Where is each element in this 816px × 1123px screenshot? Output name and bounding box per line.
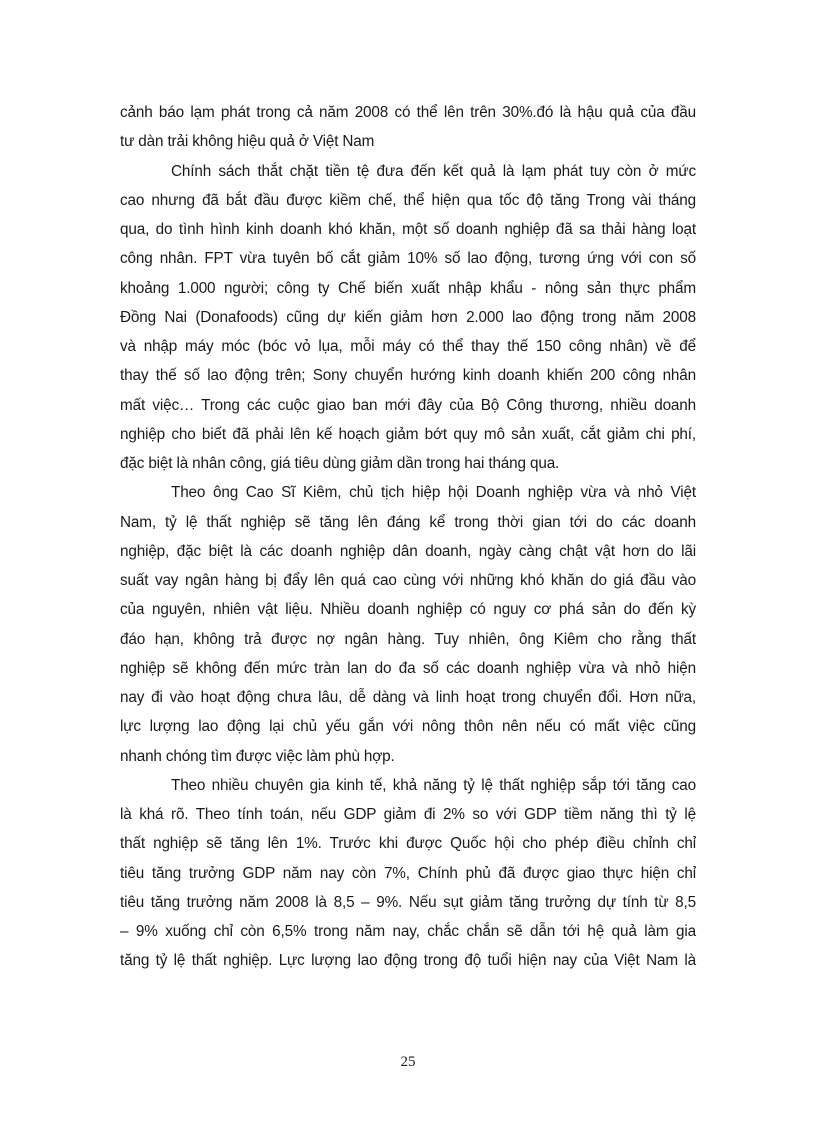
- text-line: là khá rõ. Theo tính toán, nếu GDP giảm đi 2% so với GDP tiềm năng thì tỷ lệ: [120, 806, 696, 823]
- text-line: nay đi vào hoạt động chưa lâu, dễ dàng và linh hoạt trong chuyển đổi. Hơn nữa,: [120, 689, 696, 706]
- text-line: cao nhưng đã bắt đầu được kiềm chế, thể hiện qua tốc độ tăng Trong vài tháng: [120, 191, 696, 209]
- text-line: Đồng Nai (Donafoods) cũng dự kiến giảm hơn 2.000 lao động trong năm 2008: [120, 308, 696, 326]
- text-line: đặc biệt là nhân công, giá tiêu dùng giảm dần trong hai tháng qua.: [120, 455, 560, 472]
- text-line: tư dàn trải không hiệu quả ở Việt Nam: [120, 133, 375, 151]
- body-text: [120, 98, 696, 976]
- text-line: đáo hạn, không trả được nợ ngân hàng. Tuy nhiên, ông Kiêm cho rằng thất: [120, 630, 696, 648]
- text-line: thay thế số lao động trên; Sony chuyển hướng kinh doanh khiến 200 công nhân: [120, 367, 696, 385]
- text-line: nghiệp, đặc biệt là các doanh nghiệp dân doanh, ngày càng chật vật hơn do lãi: [120, 542, 696, 560]
- text-line: khoảng 1.000 người; công ty Chế biến xuất nhập khẩu - nông sản thực phẩm: [120, 279, 696, 297]
- text-line: nhanh chóng tìm được việc làm phù hợp.: [120, 747, 395, 765]
- text-line: cảnh báo lạm phát trong cả năm 2008 có thể lên trên 30%.đó là hậu quả của đầu: [120, 104, 696, 121]
- paragraph-first-line: Chính sách thắt chặt tiền tệ đưa đến kết quả là lạm phát tuy còn ở mức: [171, 162, 696, 180]
- text-line: – 9% xuống chỉ còn 6,5% trong năm nay, chắc chắn sẽ dẫn tới hệ quả làm gia: [120, 923, 696, 940]
- text-line: Nam, tỷ lệ thất nghiệp sẽ tăng lên đáng kể trong thời gian tới do các doanh: [120, 513, 696, 531]
- text-line: nghiệp sẽ không đến mức tràn lan do đa số các doanh nghiệp vừa và nhỏ hiện: [120, 659, 696, 677]
- text-line: của nguyên, nhiên vật liệu. Nhiều doanh nghiệp có nguy cơ phá sản do đến kỳ: [120, 601, 696, 619]
- text-line: công nhân. FPT vừa tuyên bố cắt giảm 10% số lao động, tương ứng với con số: [120, 250, 696, 268]
- page-number: 25: [400, 1054, 416, 1070]
- text-line: tăng tỷ lệ thất nghiệp. Lực lượng lao động trong độ tuổi hiện nay của Việt Nam là: [120, 952, 696, 970]
- text-line: và nhập máy móc (bóc vỏ lụa, mỗi máy có thể thay thế 150 công nhân) về để: [120, 338, 696, 355]
- text-line: thất nghiệp sẽ tăng lên 1%. Trước khi được Quốc hội cho phép điều chỉnh chỉ: [120, 835, 696, 853]
- text-line: qua, do tình hình kinh doanh khó khăn, một số doanh nghiệp đã sa thải hàng loạt: [120, 221, 696, 238]
- text-line: tiêu tăng trưởng GDP năm nay còn 7%, Chính phủ đã được giao thực hiện chỉ: [120, 864, 696, 882]
- paragraph-first-line: Theo nhiều chuyên gia kinh tế, khả năng tỷ lệ thất nghiệp sắp tới tăng cao: [171, 776, 696, 794]
- text-line: tiêu tăng trưởng năm 2008 là 8,5 – 9%. Nếu sụt giảm tăng trưởng dự tính từ 8,5: [120, 893, 696, 911]
- text-line: suất vay ngân hàng bị đẩy lên quá cao cùng với những khó khăn do giá đầu vào: [120, 572, 696, 589]
- text-line: nghiệp cho biết đã phải lên kế hoạch giảm bớt quy mô sản xuất, cắt giảm chi phí,: [120, 425, 696, 443]
- text-line: mất việc… Trong các cuộc giao ban mới đây của Bộ Công thương, nhiều doanh: [120, 396, 696, 414]
- paragraph-first-line: Theo ông Cao Sĩ Kiêm, chủ tịch hiệp hội Doanh nghiệp vừa và nhỏ Việt: [171, 484, 696, 502]
- text-line: lực lượng lao động lại chủ yếu gắn với nông thôn nên nếu có mất việc cũng: [120, 718, 696, 736]
